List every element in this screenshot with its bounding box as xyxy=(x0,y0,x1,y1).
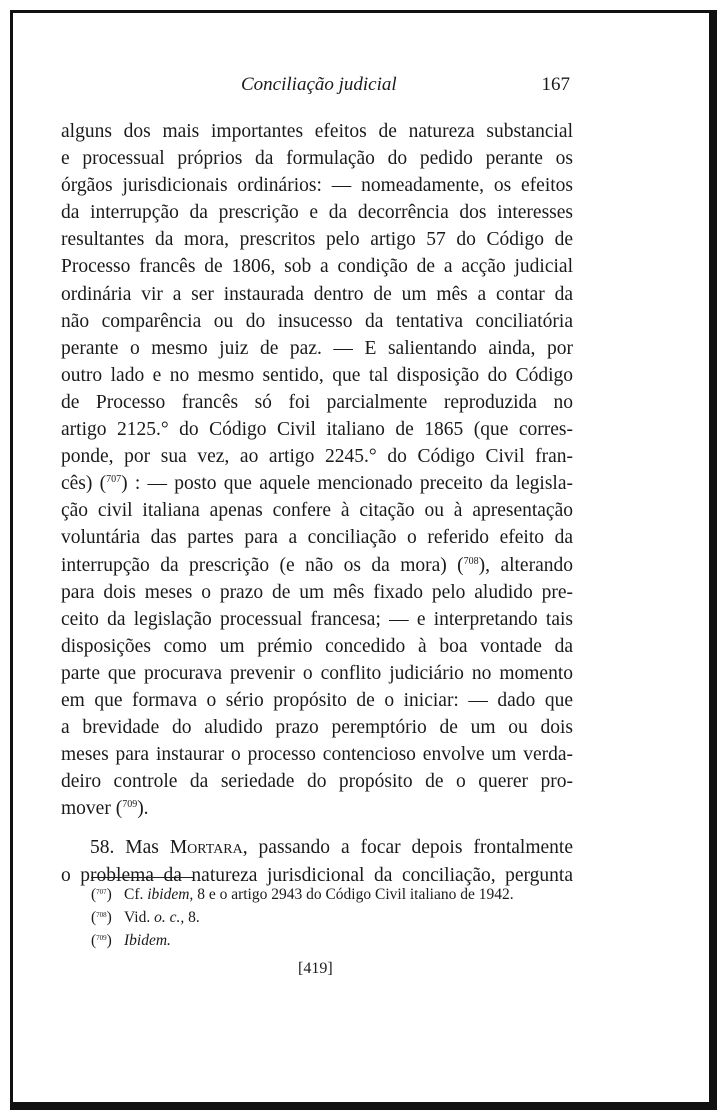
text-line: ceito da legislação processual francesa; — e interpretando tais xyxy=(61,608,573,630)
text-fragment: mover ( xyxy=(61,798,123,820)
text-fragment: , passando a focar depois frontalmente xyxy=(242,837,573,859)
page-number: 167 xyxy=(541,74,570,95)
text-line: para dois meses o prazo de um mês fixado pelo aludido pre- xyxy=(61,581,573,603)
text-line: outro lado e no mesmo sentido, que tal disposição do Código xyxy=(61,364,573,386)
text-line: meses para instaurar o processo contencioso envolve um verda- xyxy=(61,744,573,766)
text-line: não comparência ou do insucesso da tentativa conciliatória xyxy=(61,310,573,332)
footnote-lead: Vid. xyxy=(124,909,155,926)
footnote-number: 708 xyxy=(96,911,107,919)
text-line: perante o mesmo juiz de paz. — E salientando ainda, por xyxy=(61,337,573,359)
footnote-italic: ibidem, xyxy=(147,886,194,903)
text-line: artigo 2125.° do Código Civil italiano de 1865 (que corres- xyxy=(61,419,573,441)
footnotes xyxy=(91,883,581,952)
footnote-italic: Ibidem. xyxy=(124,932,171,949)
author-name: Mortara xyxy=(169,837,243,859)
text-fragment: interrupção da prescrição (e não os da mora) ( xyxy=(61,554,464,576)
text-line: alguns dos mais importantes efeitos de natureza substancial xyxy=(61,121,573,142)
footnote-mark: ($^{707}$) xyxy=(91,886,112,903)
text-fragment: cês) ( xyxy=(61,473,107,495)
running-title: Conciliação judicial xyxy=(241,74,397,95)
footnote-italic: o. c., xyxy=(154,909,185,926)
footnote-708 xyxy=(91,906,581,929)
text-line: ordinária vir a ser instaurada dentro de um mês a contar da xyxy=(61,283,573,305)
text-line: o problema da natureza jurisdicional da conciliação, pergunta xyxy=(61,864,573,886)
text-line xyxy=(61,552,573,579)
footnote-text: 8 e o artigo 2943 do Código Civil italiano de 1942. xyxy=(193,886,514,903)
text-line: parte que procurava prevenir o conflito judiciário no momento xyxy=(61,662,573,684)
footnote-ref-708[interactable]: 708 xyxy=(463,555,479,567)
text-fragment: ). xyxy=(137,798,149,820)
footnote-text: 8. xyxy=(184,909,200,926)
text-line: voluntária das partes para a conciliação o referido efeito da xyxy=(61,527,573,549)
text-line: e processual próprios da formulação do pedido perante os xyxy=(61,148,573,170)
footnote-lead: Cf. xyxy=(124,886,148,903)
text-line: da interrupção da prescrição e da decorrência dos interesses xyxy=(61,202,573,224)
running-header xyxy=(61,74,570,102)
page-reference: [419] xyxy=(298,960,333,977)
text-fragment: ), alterando xyxy=(478,554,573,576)
footnote-ref-709[interactable]: 709 xyxy=(122,799,138,811)
text-line: resultantes da mora, prescritos pelo artigo 57 do Código de xyxy=(61,229,573,251)
text-line: a brevidade do aludido prazo peremptório de um ou dois xyxy=(61,717,573,739)
text-line: em que formava o sério propósito de o iniciar: — dado que xyxy=(61,689,573,711)
text-line xyxy=(61,795,573,822)
text-line: deiro controle da seriedade do propósito de o querer pro- xyxy=(61,771,573,793)
text-line: Processo francês de 1806, sob a condição de a acção judicial xyxy=(61,256,573,278)
footnote-rule xyxy=(91,877,193,878)
text-fragment: 58. Mas xyxy=(90,837,170,859)
footnote-709 xyxy=(91,929,581,952)
text-line xyxy=(61,834,573,861)
footnote-mark: ($^{708}$) xyxy=(91,909,112,926)
footnote-ref-707[interactable]: 707 xyxy=(106,474,122,486)
text-line: órgãos jurisdicionais ordinários: — nomeadamente, os efeitos xyxy=(61,175,573,197)
footnote-mark: ($^{709}$) xyxy=(91,932,112,949)
footnote-number: 709 xyxy=(96,934,107,942)
text-line xyxy=(61,470,573,497)
text-fragment: ) : — posto que aquele mencionado preceito da legisla- xyxy=(121,473,573,495)
text-line: ção civil italiana apenas confere à citação ou à apresentação xyxy=(61,500,573,522)
footnote-number: 707 xyxy=(96,888,107,896)
text-line: disposições como um prémio concedido à boa vontade da xyxy=(61,635,573,657)
text-line: de Processo francês só foi parcialmente reproduzida no xyxy=(61,391,573,413)
footnote-707 xyxy=(91,883,581,906)
text-line: ponde, por sua vez, ao artigo 2245.° do Código Civil fran- xyxy=(61,446,573,468)
body-text xyxy=(61,118,573,889)
